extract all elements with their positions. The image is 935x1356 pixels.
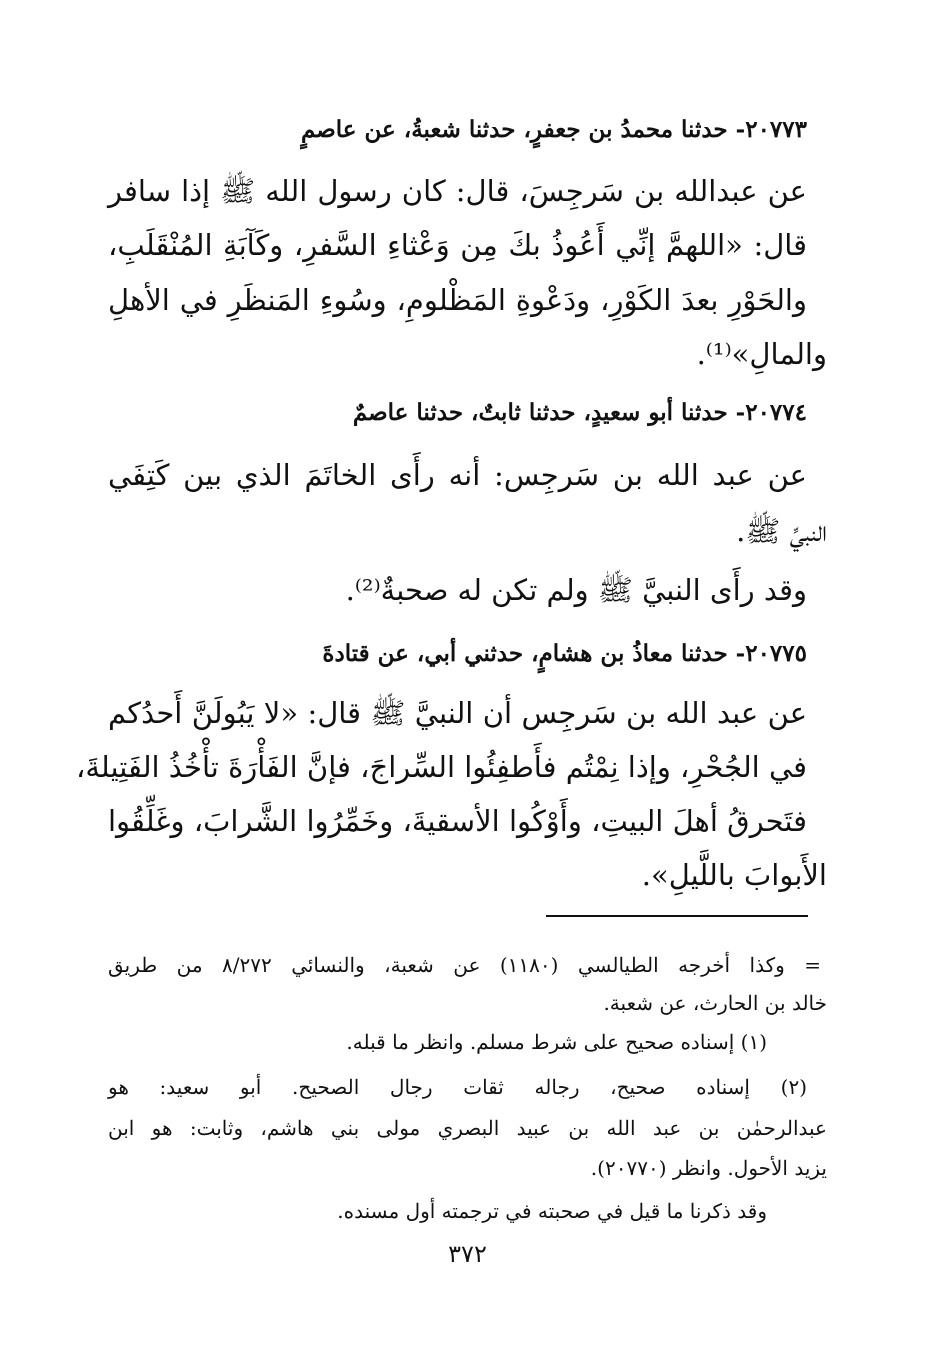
hadith-isnad: ٢٠٧٧٥- حدثنا معاذُ بن هشامٍ، حدثني أبي، عن قتادةَ [322, 640, 807, 667]
hadith-text-line: الأَبوابَ باللَّيلِ». [641, 858, 827, 892]
hadith-text-line: والحَوْرِ بعدَ الكَوْرِ، ودَعْوةِ المَظْلومِ، وسُوءِ المَنظَرِ في الأهلِ [108, 283, 807, 317]
hadith-text-line: فتَحرقُ أهلَ البيتِ، وأَوْكُوا الأسقيةَ، وخَمِّرُوا الشَّرابَ، وغَلِّقُوا [108, 804, 807, 838]
footnote-line: عبدالرحمٰن بن عبد الله بن عبيد البصري مولى بني هاشم، وثابت: هو ابن [108, 1116, 827, 1140]
footnote-line: يزيد الأحول. وانظر (٢٠٧٧٠). [590, 1156, 827, 1180]
hadith-text-line: عن عبدالله بن سَرجِسَ، قال: كان رسول الله ﷺ إذا سافر [108, 174, 807, 208]
hadith-isnad: ٢٠٧٧٤- حدثنا أبو سعيدٍ، حدثنا ثابتٌ، حدثنا عاصمٌ [352, 399, 807, 426]
footnote-2: (٢) إسناده صحيح، رجاله ثقات رجال الصحيح. أبو سعيد: هو [108, 1075, 807, 1099]
hadith-isnad: ٢٠٧٧٣- حدثنا محمدُ بن جعفرٍ، حدثنا شعبةُ، عن عاصمٍ [300, 116, 807, 143]
hadith-text-line: قال: «اللهمَّ إنِّي أَعُوذُ بكَ مِن وَعْثاءِ السَّفرِ، وكَآبَةِ المُنْقَلَبِ، [108, 228, 807, 262]
hadith-text-line: عن عبد الله بن سَرجِس: أنه رأَى الخاتَمَ الذي بين كَتِفَي [108, 458, 807, 492]
page-number: ٣٧٢ [448, 1240, 487, 1268]
hadith-text-line: عن عبد الله بن سَرجِس أن النبيَّ ﷺ قال: «لا يَبُولَنَّ أَحدُكم [108, 696, 807, 730]
hadith-text-line: وقد رأَى النبيَّ ﷺ ولم تكن له صحبةٌ⁽²⁾. [345, 573, 807, 607]
footnote-line: = وكذا أخرجه الطيالسي (١١٨٠) عن شعبة، والنسائي ٨/٢٧٢ من طريق [108, 953, 821, 977]
hadith-text-line: النبيِّ ﷺ. [736, 514, 827, 548]
footnote-line: وقد ذكرنا ما قيل في صحبته في ترجمته أول مسنده. [337, 1199, 767, 1223]
footnote-1: (١) إسناده صحيح على شرط مسلم. وانظر ما قبله. [346, 1030, 767, 1054]
hadith-text-line: في الجُحْرِ، وإذا نِمْتُم فأَطفِئُوا السِّراجَ، فإنَّ الفَأْرَةَ تأْخُذُ الفَتِيلةَ، [76, 750, 807, 784]
footnote-line: خالد بن الحارث، عن شعبة. [603, 991, 827, 1015]
footnote-separator [546, 915, 808, 917]
hadith-text-line: والمالِ»⁽¹⁾. [696, 337, 827, 371]
